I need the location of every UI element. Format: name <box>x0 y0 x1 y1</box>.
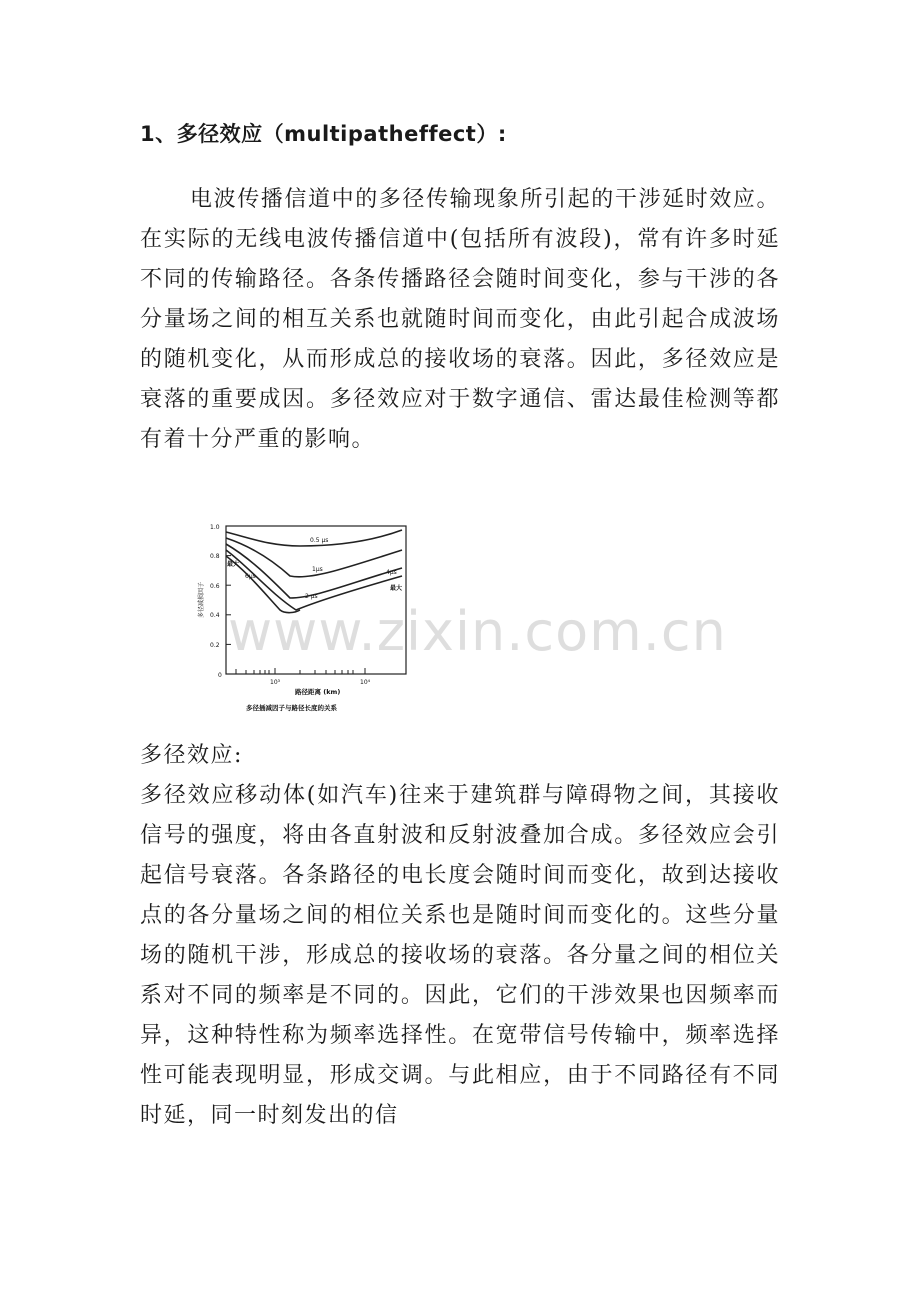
curve-label-0-5us: 0.5 μs <box>310 537 329 544</box>
section-heading: 1、多径效应（multipatheffect）: <box>140 122 507 146</box>
y-axis-label: 多径减损因子 <box>198 581 205 618</box>
curve-label-1us: 1μs <box>312 566 323 573</box>
paragraph-multipath-details: 多径效应移动体(如汽车)往来于建筑群与障碍物之间，其接收信号的强度，将由各直射波和反射波叠加合成。多径效应会引起信号衰落。各条路径的电长度会随时间而变化，故到达接收点的各分量场之间的相位关系也是随时间而变化的。这些分量场的随机干涉，形成总的接收场的衰落。各分量之间的相位关系对不同的频率是不同的。因此，它们的干涉效果也因频率而异，这种特性称为频率选择性。在宽带信号传输中，频率选择性可能表现明显，形成交调。与此相应，由于不同路径有不同时延，同一时刻发出的信 <box>140 783 780 1128</box>
x-tick-label: 10⁴ <box>360 679 371 686</box>
curve-label-4us: 4μs <box>386 569 397 576</box>
y-tick-label: 0.8 <box>210 553 220 560</box>
y-tick-label: 1.0 <box>210 524 220 531</box>
y-tick-label: 0.6 <box>210 583 220 590</box>
curve-label-max-right: 最大 <box>390 585 403 592</box>
curve-label-max-left: 最大 <box>227 561 240 568</box>
watermark: www.zixin.com.cn <box>228 600 727 663</box>
y-tick-label: 0.4 <box>210 612 220 619</box>
curve-label-2us: 2 μs <box>305 593 318 600</box>
y-tick-label: 0.2 <box>210 642 220 649</box>
curve-label-6us: 6μs <box>245 573 256 580</box>
x-tick-label: 10³ <box>270 679 281 686</box>
subheading: 多径效应: <box>140 743 243 768</box>
x-axis-label: 路径距离 (km) <box>295 688 341 696</box>
paragraph-multipath-definition: 电波传播信道中的多径传输现象所引起的干涉延时效应。在实际的无线电波传播信道中(包括所有波段)，常有许多时延不同的传输路径。各条传播路径会随时间变化，参与干涉的各分量场之间的相互关系也就随时间而变化，由此引起合成波场的随机变化，从而形成总的接收场的衰落。因此，多径效应是衰落的重要成因。多径效应对于数字通信、雷达最佳检测等都有着十分严重的影响。 <box>140 187 780 452</box>
figure-caption: 多径插减因子与路径长度的关系 <box>246 704 337 712</box>
y-tick-label: 0 <box>218 672 222 679</box>
